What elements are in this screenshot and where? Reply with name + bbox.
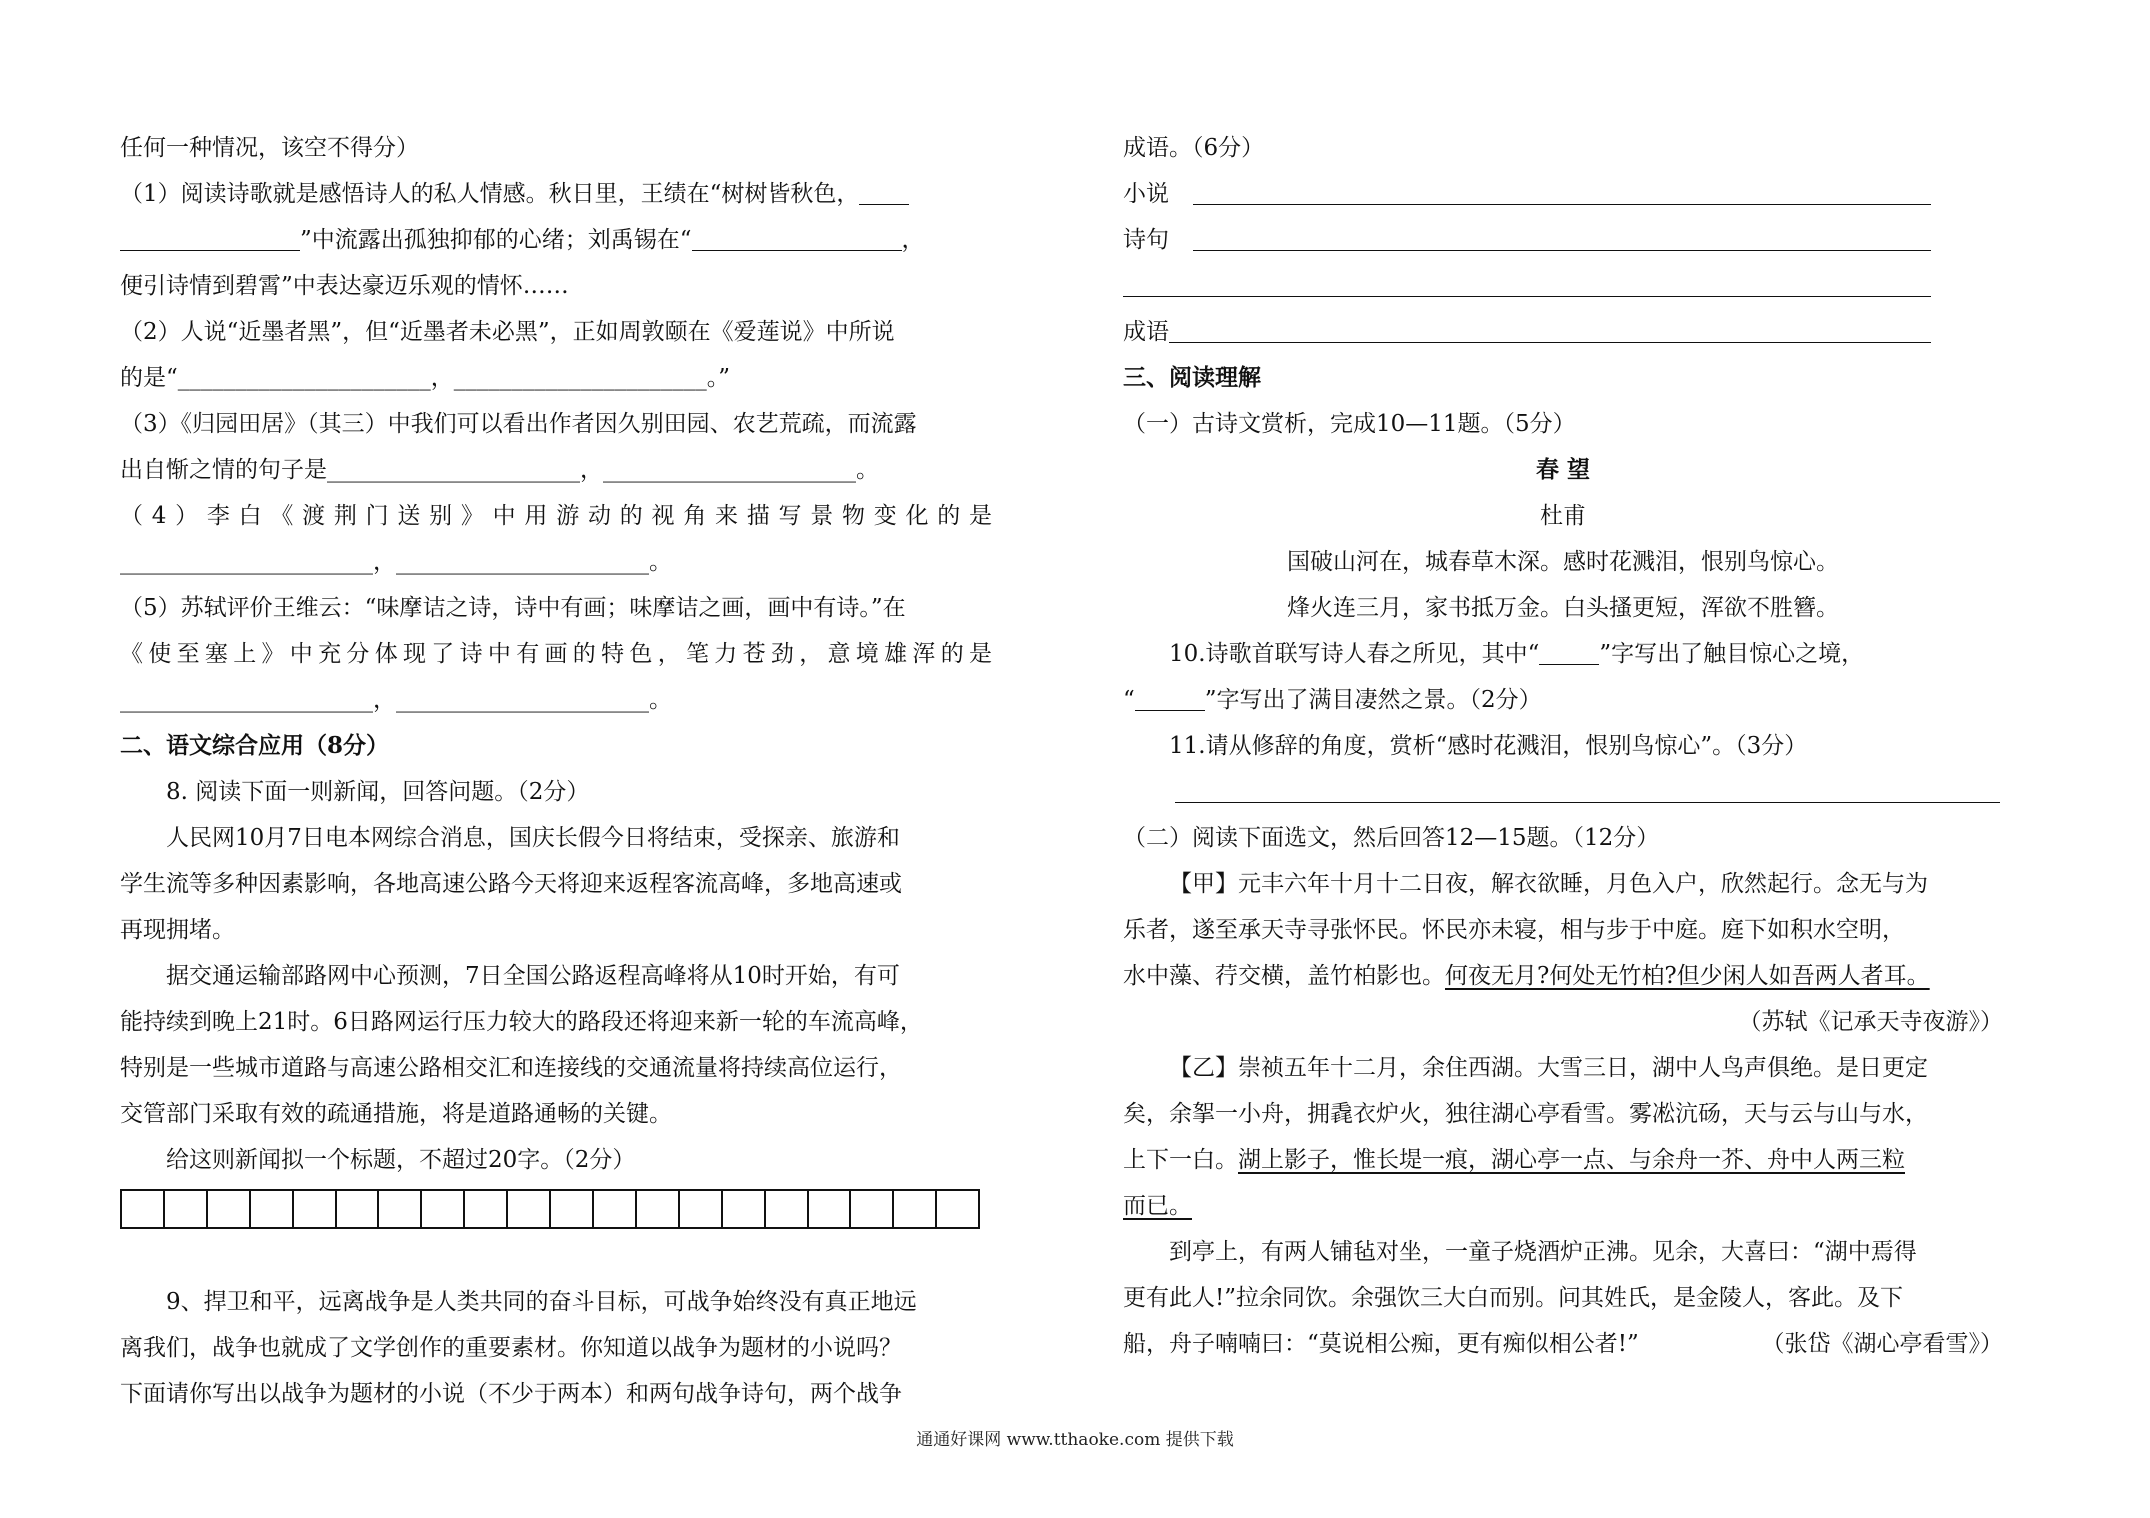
passage-yi-line: 更有此人!”拉余同饮。余强饮三大白而别。问其姓氏，是金陵人，客此。及下 xyxy=(1123,1285,1904,1311)
news-line: 特别是一些城市道路与高速公路相交汇和连接线的交通流量将持续高位运行， xyxy=(120,1055,902,1081)
left-column xyxy=(120,125,992,1417)
part-2-heading: （二）阅读下面选文，然后回答12—15题。（12分） xyxy=(1123,825,1660,851)
poem-title: 春 望 xyxy=(1535,456,1590,483)
poem-line: 国破山河在，城春草木深。感时花溅泪，恨别鸟惊心。 xyxy=(1287,549,1839,575)
grid-cell[interactable] xyxy=(766,1191,809,1227)
poem-answer-line-2 xyxy=(1123,263,2003,309)
grid-cell[interactable] xyxy=(251,1191,294,1227)
passage-yi-source: （张岱《湖心亭看雪》） xyxy=(1761,1331,2003,1357)
grid-cell[interactable] xyxy=(294,1191,337,1227)
grid-cell[interactable] xyxy=(337,1191,380,1227)
news-line: 能持续到晚上21时。6日路网运行压力较大的路段还将迎来新一轮的车流高峰， xyxy=(120,1009,923,1035)
answer-blank[interactable] xyxy=(120,220,300,251)
news-line: 交管部门采取有效的疏通措施，将是道路通畅的关键。 xyxy=(120,1101,672,1127)
answer-blank[interactable] xyxy=(1135,680,1205,711)
right-column xyxy=(1123,125,2003,1367)
grid-cell[interactable] xyxy=(422,1191,465,1227)
grid-cell[interactable] xyxy=(723,1191,766,1227)
q10-line-1: 10.诗歌首联写诗人春之所见，其中“ ”字写出了触目惊心之境， xyxy=(1123,631,2003,677)
grid-cell[interactable] xyxy=(851,1191,894,1227)
q1-line-1: （1）阅读诗歌就是感悟诗人的私人情感。秋日里，王绩在“树树皆秋色， xyxy=(120,171,992,217)
grid-cell[interactable] xyxy=(937,1191,978,1227)
grid-cell[interactable] xyxy=(165,1191,208,1227)
q9-line: 9、捍卫和平，远离战争是人类共同的奋斗目标，可战争始终没有真正地远 xyxy=(166,1289,917,1315)
q1-line-2: ”中流露出孤独抑郁的心绪；刘禹锡在“ ， xyxy=(120,217,992,263)
section-2-heading: 二、语文综合应用（8分） xyxy=(120,732,390,759)
grid-cell[interactable] xyxy=(809,1191,852,1227)
q1-line-3: 便引诗情到碧霄”中表达豪迈乐观的情怀…… xyxy=(120,273,569,299)
poem-author: 杜甫 xyxy=(1540,503,1586,529)
answer-line[interactable] xyxy=(1193,222,1931,251)
underlined-sentence: 湖上影子，惟长堤一痕，湖心亭一点、与余舟一芥、舟中人两三粒 xyxy=(1238,1147,1905,1173)
answer-line[interactable] xyxy=(1169,314,1931,343)
q4-line-1: （4）李白《渡荆门送别》中用游动的视角来描写景物变化的是 xyxy=(120,503,992,529)
q8-prompt: 8. 阅读下面一则新闻，回答问题。（2分） xyxy=(166,779,590,805)
news-line: 人民网10月7日电本网综合消息，国庆长假今日将结束，受探亲、旅游和 xyxy=(166,825,900,851)
passage-yi-line xyxy=(1123,1183,2003,1229)
answer-blank[interactable] xyxy=(1539,634,1599,665)
title-answer-grid[interactable] xyxy=(120,1189,980,1229)
answer-blank[interactable] xyxy=(859,174,909,205)
q11-answer-line xyxy=(1123,769,2003,815)
q10-line-2: “ ”字写出了满目凄然之景。（2分） xyxy=(1123,677,2003,723)
passage-jia-line: 水中藻、荇交横，盖竹柏影也。何夜无月?何处无竹柏?但少闲人如吾两人者耳。 xyxy=(1123,963,1930,989)
grid-cell[interactable] xyxy=(122,1191,165,1227)
passage-jia-source: （苏轼《记承天寺夜游》） xyxy=(1738,1009,2003,1035)
passage-yi-line: 矣，余挐一小舟，拥毳衣炉火，独往湖心亭看雪。雾凇沆砀，天与云与山与水， xyxy=(1123,1101,1928,1127)
passage-jia-line: 乐者，遂至承天寺寻张怀民。怀民亦未寝，相与步于中庭。庭下如积水空明， xyxy=(1123,917,1905,943)
grid-cell[interactable] xyxy=(379,1191,422,1227)
q3-line-2: 出自惭之情的句子是______________________，______________________。 xyxy=(120,457,879,483)
passage-yi-line: 船，舟子喃喃曰：“莫说相公痴，更有痴似相公者!” （张岱《湖心亭看雪》） xyxy=(1123,1321,2003,1367)
grid-cell[interactable] xyxy=(208,1191,251,1227)
passage-jia-line: 【甲】元丰六年十月十二日夜，解衣欲睡，月色入户，欣然起行。念无与为 xyxy=(1169,871,1928,897)
q3-line-1: （3）《归园田居》（其三）中我们可以看出作者因久别田园、农艺荒疏，而流露 xyxy=(120,411,917,437)
q9-line: 离我们，战争也就成了文学创作的重要素材。你知道以战争为题材的小说吗？ xyxy=(120,1335,902,1361)
news-line: 学生流等多种因素影响，各地高速公路今天将迎来返程客流高峰，多地高速或 xyxy=(120,871,902,897)
grid-cell[interactable] xyxy=(551,1191,594,1227)
underlined-sentence: 何夜无月?何处无竹柏?但少闲人如吾两人者耳。 xyxy=(1445,963,1930,989)
q11-prompt: 11.请从修辞的角度，赏析“感时花溅泪，恨别鸟惊心”。（3分） xyxy=(1169,733,1808,759)
grid-cell[interactable] xyxy=(894,1191,937,1227)
q2-line-1: （2）人说“近墨者黑”，但“近墨者未必黑”，正如周敦颐在《爱莲说》中所说 xyxy=(120,319,895,345)
q5-line-1: （5）苏轼评价王维云：“味摩诘之诗，诗中有画；味摩诘之画，画中有诗。”在 xyxy=(120,595,906,621)
passage-yi-line: 到亭上，有两人铺毡对坐，一童子烧酒炉正沸。见余，大喜曰：“湖中焉得 xyxy=(1169,1239,1917,1265)
passage-yi-line: 【乙】崇祯五年十二月，余住西湖。大雪三日，湖中人鸟声俱绝。是日更定 xyxy=(1169,1055,1928,1081)
q4-line-2: ______________________，______________________。 xyxy=(120,549,672,575)
answer-line[interactable] xyxy=(1175,774,2000,803)
grid-cell[interactable] xyxy=(680,1191,723,1227)
grid-cell[interactable] xyxy=(594,1191,637,1227)
poem-answer-line: 诗句 xyxy=(1123,217,2003,263)
section-3-heading: 三、阅读理解 xyxy=(1123,364,1261,391)
answer-line[interactable] xyxy=(1123,268,1931,297)
q5-line-2: 《使至塞上》中充分体现了诗中有画的特色，笔力苍劲，意境雄浑的是 xyxy=(120,641,992,667)
q8-task: 给这则新闻拟一个标题，不超过20字。（2分） xyxy=(166,1147,636,1173)
q5-line-3: ______________________，______________________。 xyxy=(120,687,672,713)
news-line: 据交通运输部路网中心预测，7日全国公路返程高峰将从10时开始，有可 xyxy=(166,963,900,989)
passage-yi-line: 上下一白。湖上影子，惟长堤一痕，湖心亭一点、与余舟一芥、舟中人两三粒 xyxy=(1123,1147,1905,1173)
q9-line: 下面请你写出以战争为题材的小说（不少于两本）和两句战争诗句，两个战争 xyxy=(120,1381,902,1407)
answer-line[interactable] xyxy=(1193,176,1931,205)
idiom-answer-line: 成语 xyxy=(1123,309,2003,355)
grid-cell[interactable] xyxy=(465,1191,508,1227)
answer-blank[interactable] xyxy=(692,220,902,251)
grid-cell[interactable] xyxy=(637,1191,680,1227)
part-1-heading: （一）古诗文赏析，完成10—11题。（5分） xyxy=(1123,411,1576,437)
q2-line-2: 的是“______________________，______________________。” xyxy=(120,365,731,391)
underlined-sentence: 而已。 xyxy=(1123,1193,1192,1219)
news-line: 再现拥堵。 xyxy=(120,917,235,943)
grid-cell[interactable] xyxy=(508,1191,551,1227)
page-footer: 通通好课网 www.tthaoke.com 提供下载 xyxy=(916,1430,1234,1450)
poem-line: 烽火连三月，家书抵万金。白头搔更短，浑欲不胜簪。 xyxy=(1287,595,1839,621)
text-line: 任何一种情况，该空不得分） xyxy=(120,135,419,161)
novel-answer-line: 小说 xyxy=(1123,171,2003,217)
text-line: 成语。（6分） xyxy=(1123,135,1265,161)
